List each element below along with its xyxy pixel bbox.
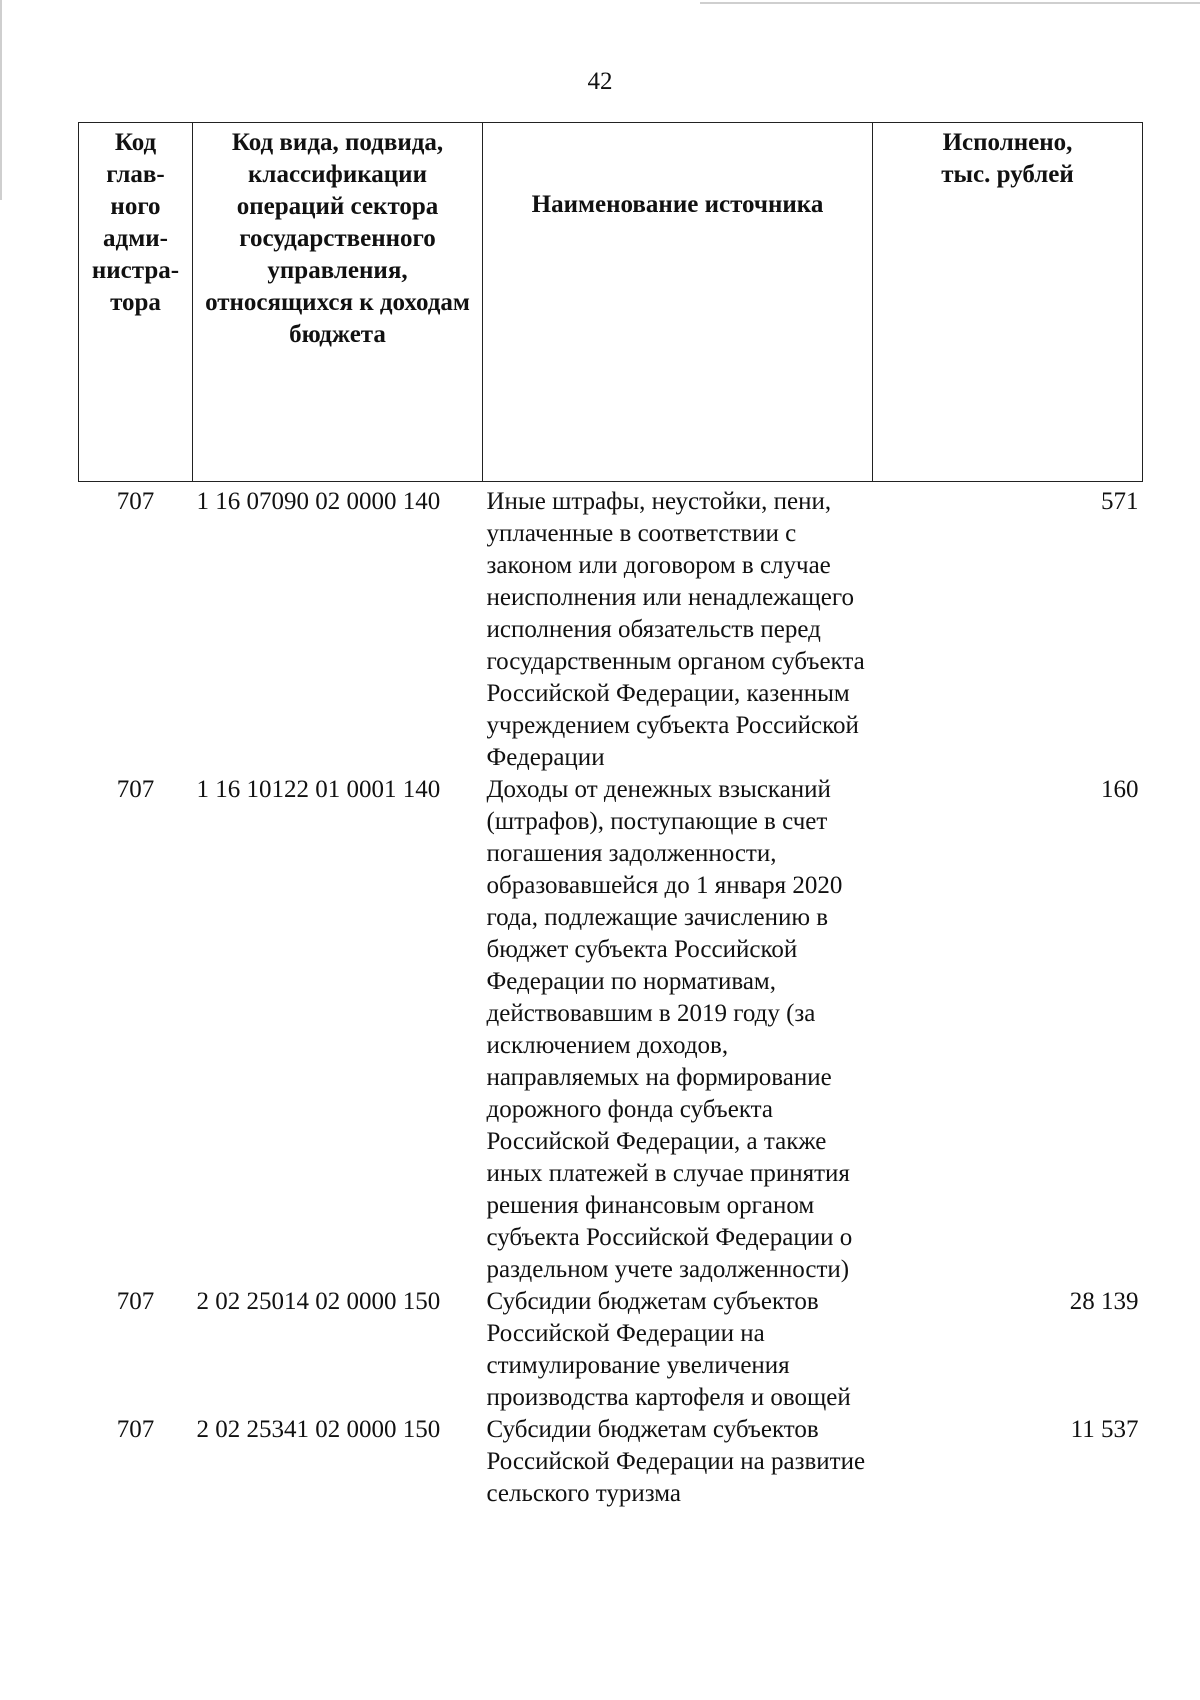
- table-header-row: [79, 123, 1143, 482]
- source-name-cell: Субсидии бюджетам субъектов Российской Федерации на развитие сельского туризма: [486, 1416, 866, 1507]
- table-row: [79, 482, 1143, 775]
- scan-edge-left: [0, 0, 2, 200]
- admin-code-cell: 707: [116, 488, 155, 515]
- classification-code-cell: 2 02 25341 02 0000 150: [196, 1416, 441, 1443]
- admin-code-cell: 707: [116, 1288, 155, 1315]
- source-name-cell: Доходы от денежных взысканий (штрафов), поступающие в счет погашения задолженности, образовавшейся до 1 января 2020 года, подлежащие зачислению в бюджет субъекта Российской Федерации по нормативам, действовавшим в 2019 году (за исключением доходов, направляемых на формирование дорожного фонда субъекта Российской Федерации, а также иных платежей в случае принятия решения финансовым органом субъекта Российской Федерации о раздельном учете задолженности): [486, 776, 853, 1283]
- table-row: [79, 1286, 1143, 1414]
- header-admin-code: Код глав- ного адми- нистра- тора: [79, 123, 193, 482]
- header-classification-code: Код вида, подвида, классификации операций сектора государственного управления, относящихся к доходам бюджета: [193, 123, 483, 482]
- executed-amount-cell: 160: [1101, 776, 1139, 803]
- executed-amount-cell: 11 537: [1070, 1416, 1139, 1443]
- source-name-cell: Иные штрафы, неустойки, пени, уплаченные в соответствии с законом или договором в случае неисполнения или ненадлежащего исполнения обязательств перед государственным органом субъекта Российской Федерации, казенным учреждением субъекта Российской Федерации: [486, 488, 865, 771]
- page-number: 42: [587, 68, 613, 95]
- classification-code-cell: 2 02 25014 02 0000 150: [196, 1288, 441, 1315]
- classification-code-cell: 1 16 10122 01 0001 140: [196, 776, 441, 803]
- revenue-table: [78, 122, 1143, 1510]
- table-row: [79, 774, 1143, 1286]
- scan-edge-top: [700, 2, 1200, 4]
- classification-code-cell: 1 16 07090 02 0000 140: [196, 488, 441, 515]
- header-source-name: Наименование источника: [483, 123, 873, 482]
- admin-code-cell: 707: [116, 1416, 155, 1443]
- executed-amount-cell: 28 139: [1069, 1288, 1139, 1315]
- header-executed-amount: Исполнено, тыс. рублей: [873, 123, 1143, 482]
- table-row: [79, 1414, 1143, 1510]
- admin-code-cell: 707: [116, 776, 155, 803]
- table-body: [79, 482, 1143, 1511]
- source-name-cell: Субсидии бюджетам субъектов Российской Федерации на стимулирование увеличения производства картофеля и овощей: [486, 1288, 851, 1411]
- executed-amount-cell: 571: [1101, 488, 1139, 515]
